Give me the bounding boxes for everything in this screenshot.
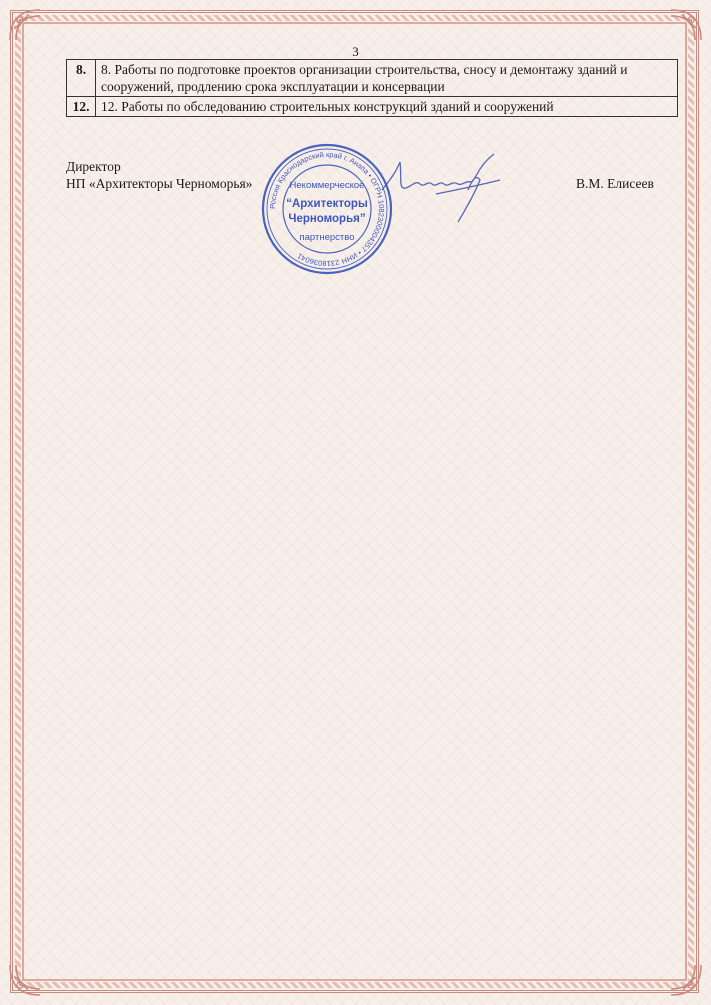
signatory-name: В.М. Елисеев	[576, 176, 654, 191]
corner-ornament-icon	[669, 963, 703, 997]
signatory-title	[66, 158, 252, 192]
organization-stamp-icon	[260, 142, 394, 276]
table-row	[67, 97, 678, 117]
row-number: 8.	[67, 60, 96, 97]
row-number: 12.	[67, 97, 96, 117]
corner-ornament-icon	[8, 8, 42, 42]
stamp-ring-text: Россия Краснодарский край г. Анапа • ОГРН 1082300004357 • ИНН 2318036041	[267, 149, 387, 269]
table-row	[67, 60, 678, 97]
row-text: 8. Работы по подготовке проектов организации строительства, сносу и демонтажу зданий и сооружений, продлению срока эксплуатации и консервации	[96, 60, 678, 97]
corner-ornament-icon	[8, 963, 42, 997]
stamp-line: Черноморья”	[288, 213, 366, 225]
corner-ornament-icon	[669, 8, 703, 42]
signatory-position: Директор	[66, 159, 121, 174]
row-text: 12. Работы по обследованию строительных конструкций зданий и сооружений	[96, 97, 678, 117]
handwritten-signature-icon	[376, 150, 506, 225]
works-table	[66, 59, 678, 117]
page-number: 3	[352, 44, 359, 59]
stamp-line: “Архитекторы	[286, 198, 368, 210]
signatory-organization: НП «Архитекторы Черноморья»	[66, 176, 253, 191]
stamp-line: Некоммерческое	[289, 180, 365, 191]
stamp-line: партнерство	[299, 232, 355, 243]
